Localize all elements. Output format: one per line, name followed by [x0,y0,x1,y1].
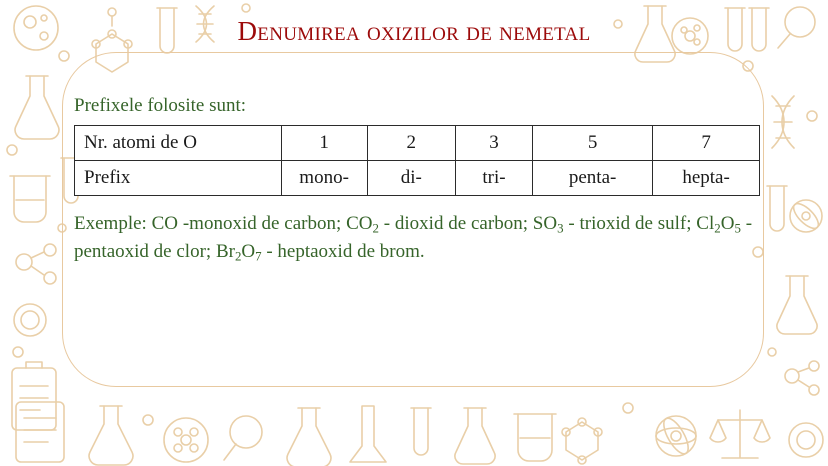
dot-icon [807,111,817,121]
table-cell: di- [367,161,455,196]
example-item [216,241,425,262]
flask-icon [777,276,817,334]
test-tube-icon [411,408,431,455]
formula: Br [215,241,235,263]
test-tube-icon [767,186,787,231]
dot-icon [59,51,69,61]
formula-subscript: 3 [557,220,564,236]
table-cell: 1 [281,126,367,161]
table-cell: 3 [455,126,532,161]
atom-icon [164,418,208,462]
petri-dish-icon [14,304,46,336]
dot-icon [13,347,23,357]
clipboard-icon [16,402,64,462]
examples-label: Exemple: [74,213,147,234]
examples-paragraph [74,210,752,267]
example-item [533,213,697,234]
flask-icon [455,408,495,464]
formula-subscript: 5 [734,220,741,236]
table-row-header: Prefix [75,161,282,196]
example-name: -monoxid de carbon; [182,213,342,234]
formula: CO [151,213,179,234]
dna-icon [772,96,794,148]
table-cell: 2 [367,126,455,161]
example-name: - trioxid de sulf; [568,213,692,234]
example-item [346,213,533,234]
table-cell: 5 [533,126,653,161]
dot-icon [242,4,250,12]
table-row-header: Nr. atomi de O [75,126,282,161]
formula-subscript: 2 [234,248,242,264]
example-name: - heptaoxid de brom. [266,241,425,263]
dot-icon [768,348,776,356]
flask-icon [287,408,331,466]
formula: SO [532,213,558,234]
slide-content [70,95,760,267]
molecule-icon [785,361,819,395]
atom-icon [790,200,823,233]
example-item [152,213,346,234]
table-cell: penta- [533,161,653,196]
flask-icon [89,406,133,465]
formula-mid: O [241,241,256,263]
table-cell: hepta- [653,161,760,196]
formula-mid: O [720,213,735,234]
page-title-text: Denumirea oxizilor de nemetal [237,16,591,46]
magnifier-icon [224,416,262,460]
example-name: - pentaoxid de clor; [74,213,753,263]
example-name: - dioxid de carbon; [383,213,528,234]
beaker-icon [514,414,556,461]
scale-icon [710,410,770,458]
formula: CO [346,213,373,234]
dot-icon [623,403,633,413]
page-title [0,16,828,47]
molecule-icon [562,418,602,464]
petri-dish-icon [789,423,823,457]
table-row [75,161,760,196]
dot-icon [7,145,17,155]
dot-icon [143,415,153,425]
flask-icon [15,76,59,139]
lead-text: Prefixele folosite sunt: [74,95,247,116]
bunsen-burner-icon [350,406,386,462]
table-cell: tri- [455,161,532,196]
formula-subscript: 2 [372,220,379,236]
clipboard-icon [12,362,56,430]
beaker-icon [10,176,50,222]
table-row [75,126,760,161]
formula-subscript: 2 [714,220,721,236]
formula-subscript: 7 [255,248,262,264]
atom-icon [656,415,696,458]
formula: Cl [696,213,715,234]
table-cell: 7 [653,126,760,161]
molecule-icon [16,244,56,284]
prefix-table [74,125,760,196]
table-cell: mono- [281,161,367,196]
